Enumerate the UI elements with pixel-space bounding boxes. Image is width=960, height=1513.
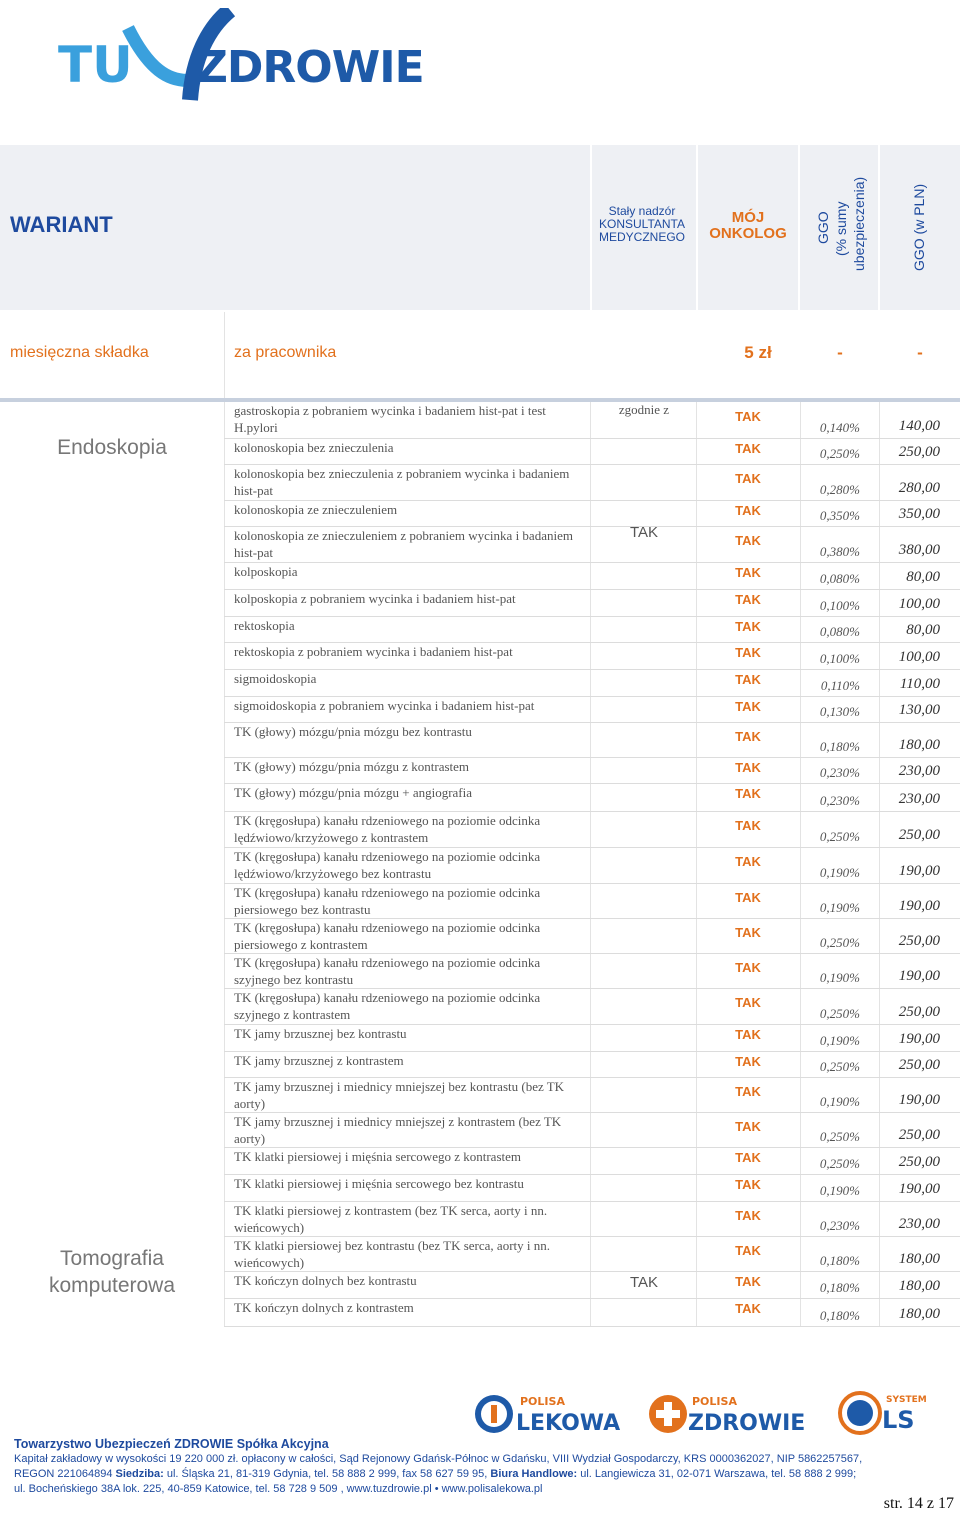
procedure-name: TK kończyn dolnych bez kontrastu xyxy=(234,1273,417,1288)
svg-text:POLISA: POLISA xyxy=(692,1395,737,1408)
procedure-name: TK jamy brzusznej bez kontrastu xyxy=(234,1026,407,1041)
procedure-name: TK klatki piersiowej i mięśnia sercowego z kontrastem xyxy=(234,1149,522,1164)
coverage-tak: TAK xyxy=(735,619,761,634)
ggo-percent: 0,350% xyxy=(819,508,860,523)
ggo-percent: 0,230% xyxy=(819,765,860,780)
ggo-pln: 190,00 xyxy=(898,863,940,879)
ggo-pln: 250,00 xyxy=(898,1154,940,1170)
table-row xyxy=(224,402,960,439)
ggo-pln: 280,00 xyxy=(898,480,940,496)
table-row xyxy=(224,758,960,784)
coverage-tak: TAK xyxy=(735,1084,761,1099)
premium-label: miesięczna składka xyxy=(10,344,149,361)
polisa-lekowa-logo xyxy=(474,1392,634,1440)
coverage-tak: TAK xyxy=(735,818,761,833)
ggo-percent: 0,110% xyxy=(820,678,860,693)
ggo-pln: 230,00 xyxy=(898,1216,940,1232)
ggo-pln: 100,00 xyxy=(898,596,940,612)
coverage-tak: TAK xyxy=(735,1243,761,1258)
svg-text:SYSTEM: SYSTEM xyxy=(886,1395,927,1405)
ggo-pln: 190,00 xyxy=(898,1181,940,1197)
coverage-tak: TAK xyxy=(735,995,761,1010)
ggo-percent: 0,180% xyxy=(819,739,860,754)
ggo-percent: 0,190% xyxy=(819,970,860,985)
ggo-percent: 0,250% xyxy=(819,1156,860,1171)
ggo-pln: 130,00 xyxy=(898,702,940,718)
table-row xyxy=(224,989,960,1025)
table-row xyxy=(224,1299,960,1327)
procedure-name: TK (kręgosłupa) kanału rdzeniowego na poziomie odcinka lędźwiowo/krzyżowego bez kontrastu xyxy=(234,849,541,881)
moj-onkolog-header: MÓJ ONKOLOG xyxy=(709,209,787,242)
premium-amount: 5 zł xyxy=(744,343,772,362)
table-row xyxy=(224,697,960,723)
ggo-percent: 0,190% xyxy=(819,900,860,915)
ggo-percent: 0,190% xyxy=(819,1033,860,1048)
premium-dash-2: - xyxy=(917,343,923,362)
table-row xyxy=(224,1237,960,1272)
procedure-name: kolonoskopia bez znieczulenia xyxy=(234,440,394,455)
ggo-percent: 0,250% xyxy=(819,1006,860,1021)
coverage-tak: TAK xyxy=(735,960,761,975)
ggo-percent: 0,250% xyxy=(819,446,860,461)
footer-company: Towarzystwo Ubezpieczeń ZDROWIE Spółka Akcyjna xyxy=(14,1437,329,1451)
table-row xyxy=(224,1202,960,1237)
svg-text:POLISA: POLISA xyxy=(520,1395,565,1408)
procedure-name: TK (kręgosłupa) kanału rdzeniowego na poziomie odcinka lędźwiowo/krzyżowego z kontrastem xyxy=(234,813,541,845)
tu-zdrowie-logo xyxy=(58,8,448,108)
table-row xyxy=(224,643,960,670)
ggo-pln: 100,00 xyxy=(898,649,940,665)
svg-text:ZDROWIE: ZDROWIE xyxy=(688,1411,806,1436)
table-row xyxy=(224,919,960,954)
ggo-percent: 0,280% xyxy=(819,482,860,497)
coverage-tak: TAK xyxy=(735,786,761,801)
table-row xyxy=(224,954,960,989)
ggo-pln: 190,00 xyxy=(898,1092,940,1108)
coverage-tak: TAK xyxy=(735,729,761,744)
category-tomografia: Tomografia komputerowa xyxy=(48,1247,176,1297)
footer-text: Kapitał zakładowy w wysokości 19 220 000 zł. opłacony w całości, Sąd Rejonowy Gdańsk-Północ w Gdańsku, VIII Wydział Gospodarczy, KRS 0000362027, NIP 5862257567, REGON 221064894 Siedziba: ul. Śląska 21, 81-319 Gdynia, tel. 58 888 2 999, fax 58 627 59 95, Biura Handlowe: ul. Langiewicza 31, 02-071 Warszawa, tel. 58 888 2 999; ul. Bocheńskiego 38A lok. 225, 40-859 Katowice, tel. 58 728 9 509 , www.tuzdrowie.pl • www.polisalekowa.pl xyxy=(14,1453,863,1495)
ggo-pln: 180,00 xyxy=(898,1306,940,1322)
ggo-pln: 140,00 xyxy=(898,418,940,434)
coverage-tak: TAK xyxy=(735,925,761,940)
wariant-label: WARIANT xyxy=(10,212,113,237)
ggo-pln: 180,00 xyxy=(898,1251,940,1267)
ggo-percent: 0,230% xyxy=(819,793,860,808)
procedure-name: sigmoidoskopia xyxy=(234,671,317,686)
ggo-percent: 0,190% xyxy=(819,865,860,880)
coverage-tak: TAK xyxy=(735,565,761,580)
coverage-tak: TAK xyxy=(735,1177,761,1192)
category-endoskopia: Endoskopia xyxy=(57,436,167,459)
table-row xyxy=(224,670,960,697)
table-row xyxy=(224,848,960,884)
ggo-pln: 110,00 xyxy=(899,676,940,692)
ggo-pln: 230,00 xyxy=(898,763,940,779)
table-row xyxy=(224,617,960,643)
ggo-percent: 0,190% xyxy=(819,1094,860,1109)
ggo-percent: 0,250% xyxy=(819,829,860,844)
table-row xyxy=(224,527,960,563)
coverage-tak: TAK xyxy=(735,533,761,548)
svg-text:LEKOWA: LEKOWA xyxy=(516,1411,621,1436)
premium-payer: za pracownika xyxy=(234,344,337,361)
procedure-name: TK jamy brzusznej i miednicy mniejszej z kontrastem (bez TK aorty) xyxy=(234,1114,562,1146)
ggo-percent-header-1: GGO xyxy=(815,211,831,244)
procedure-name: gastroskopia z pobraniem wycinka i badaniem hist-pat i test H.pylori xyxy=(234,403,546,435)
ggo-percent: 0,080% xyxy=(819,624,860,639)
procedure-name: rektoskopia z pobraniem wycinka i badaniem hist-pat xyxy=(234,644,513,659)
ggo-pln: 380,00 xyxy=(898,542,940,558)
ggo-percent: 0,190% xyxy=(819,1183,860,1198)
ggo-pln: 250,00 xyxy=(898,1127,940,1143)
coverage-tak: TAK xyxy=(735,760,761,775)
coverage-tak: TAK xyxy=(735,592,761,607)
coverage-tak: TAK xyxy=(735,471,761,486)
ggo-percent: 0,080% xyxy=(819,571,860,586)
system-ls-logo xyxy=(838,1390,928,1440)
coverage-tak: TAK xyxy=(735,441,761,456)
table-row xyxy=(224,1272,960,1299)
ggo-percent: 0,250% xyxy=(819,1129,860,1144)
ggo-pln-header: GGO (w PLN) xyxy=(911,183,927,271)
ggo-percent: 0,180% xyxy=(819,1253,860,1268)
procedure-name: TK klatki piersiowej i mięśnia sercowego bez kontrastu xyxy=(234,1176,524,1191)
procedure-name: TK (kręgosłupa) kanału rdzeniowego na poziomie odcinka piersiowego z kontrastem xyxy=(234,920,541,952)
coverage-tak: TAK xyxy=(735,890,761,905)
coverage-tak: TAK xyxy=(735,409,761,424)
coverage-tak: TAK xyxy=(735,699,761,714)
coverage-tak: TAK xyxy=(735,1208,761,1223)
ggo-pln: 80,00 xyxy=(906,569,940,585)
endoskopia-zgodnie-z: zgodnie z xyxy=(618,402,670,417)
ggo-pln: 250,00 xyxy=(898,933,940,949)
procedure-name: TK jamy brzusznej z kontrastem xyxy=(234,1053,404,1068)
coverage-tak: TAK xyxy=(735,1054,761,1069)
ggo-percent: 0,250% xyxy=(819,935,860,950)
table-row xyxy=(224,723,960,758)
coverage-tak: TAK xyxy=(735,1119,761,1134)
table-row xyxy=(224,590,960,617)
table-row xyxy=(224,439,960,465)
ggo-pln: 180,00 xyxy=(898,737,940,753)
tomografia-tak: TAK xyxy=(629,1274,659,1291)
table-row xyxy=(224,1052,960,1078)
ggo-percent: 0,380% xyxy=(819,544,860,559)
ggo-pln: 190,00 xyxy=(898,898,940,914)
table-row xyxy=(224,1113,960,1148)
ggo-pln: 250,00 xyxy=(898,1057,940,1073)
ggo-percent-header-2: (% sumy xyxy=(833,201,849,256)
ggo-pln: 230,00 xyxy=(898,791,940,807)
coverage-tak: TAK xyxy=(735,1150,761,1165)
staly-nadzor-header: Stały nadzór KONSULTANTA MEDYCZNEGO xyxy=(598,204,685,244)
table-row xyxy=(224,1148,960,1175)
page-number: str. 14 z 17 xyxy=(883,1495,954,1512)
ggo-percent: 0,140% xyxy=(819,420,860,435)
premium-dash-1: - xyxy=(837,343,843,362)
procedure-name: TK (kręgosłupa) kanału rdzeniowego na poziomie odcinka piersiowego bez kontrastu xyxy=(234,885,541,917)
ggo-pln: 190,00 xyxy=(898,968,940,984)
table-row xyxy=(224,501,960,527)
procedure-name: kolposkopia z pobraniem wycinka i badaniem hist-pat xyxy=(234,591,516,606)
ggo-percent: 0,180% xyxy=(819,1280,860,1295)
table-row xyxy=(224,784,960,812)
ggo-pln: 180,00 xyxy=(898,1278,940,1294)
ggo-pln: 350,00 xyxy=(898,506,940,522)
coverage-tak: TAK xyxy=(735,1027,761,1042)
table-row xyxy=(224,812,960,848)
ggo-percent: 0,180% xyxy=(819,1308,860,1323)
ggo-pln: 190,00 xyxy=(898,1031,940,1047)
ggo-percent: 0,100% xyxy=(819,651,860,666)
endoskopia-tak: TAK xyxy=(629,524,659,541)
svg-text:LS: LS xyxy=(882,1406,915,1434)
table-row xyxy=(224,1078,960,1113)
table-row xyxy=(224,1025,960,1052)
procedure-name: sigmoidoskopia z pobraniem wycinka i badaniem hist-pat xyxy=(234,698,535,713)
table-row xyxy=(224,465,960,501)
procedure-name: TK (głowy) mózgu/pnia mózgu + angiografia xyxy=(234,785,473,800)
procedure-name: TK jamy brzusznej i miednicy mniejszej bez kontrastu (bez TK aorty) xyxy=(234,1079,565,1111)
logo-text-zdrowie: ZDROWIE xyxy=(196,42,424,93)
ggo-pln: 80,00 xyxy=(906,622,940,638)
procedure-name: kolonoskopia bez znieczulenia z pobraniem wycinka i badaniem hist-pat xyxy=(234,466,570,498)
polisa-zdrowie-logo xyxy=(648,1392,818,1440)
procedure-name: TK (głowy) mózgu/pnia mózgu bez kontrastu xyxy=(234,724,472,739)
procedure-name: TK (kręgosłupa) kanału rdzeniowego na poziomie odcinka szyjnego bez kontrastu xyxy=(234,955,541,987)
procedure-name: TK (kręgosłupa) kanału rdzeniowego na poziomie odcinka szyjnego z kontrastem xyxy=(234,990,541,1022)
procedure-name: TK (głowy) mózgu/pnia mózgu z kontrastem xyxy=(234,759,470,774)
table-row xyxy=(224,884,960,919)
coverage-tak: TAK xyxy=(735,503,761,518)
coverage-tak: TAK xyxy=(735,645,761,660)
coverage-tak: TAK xyxy=(735,1274,761,1289)
procedure-name: kolonoskopia ze znieczuleniem xyxy=(234,502,398,517)
table-row xyxy=(224,1175,960,1202)
table-row xyxy=(224,563,960,590)
procedure-name: TK kończyn dolnych z kontrastem xyxy=(234,1300,414,1315)
procedure-name: kolonoskopia ze znieczuleniem z pobraniem wycinka i badaniem hist-pat xyxy=(234,528,573,560)
ggo-pln: 250,00 xyxy=(898,1004,940,1020)
ggo-percent-header-3: ubezpieczenia) xyxy=(851,176,867,271)
ggo-percent: 0,100% xyxy=(819,598,860,613)
coverage-tak: TAK xyxy=(735,854,761,869)
procedure-name: kolposkopia xyxy=(234,564,298,579)
coverage-tak: TAK xyxy=(735,1301,761,1316)
ggo-percent: 0,230% xyxy=(819,1218,860,1233)
procedure-name: TK klatki piersiowej bez kontrastu (bez TK serca, aorty i nn. wieńcowych) xyxy=(234,1238,550,1270)
procedure-name: TK klatki piersiowej z kontrastem (bez TK serca, aorty i nn. wieńcowych) xyxy=(234,1203,548,1235)
coverage-tak: TAK xyxy=(735,672,761,687)
ggo-percent: 0,130% xyxy=(819,704,860,719)
ggo-pln: 250,00 xyxy=(898,827,940,843)
ggo-percent: 0,250% xyxy=(819,1059,860,1074)
logo-text-tu: TU xyxy=(58,36,133,94)
procedure-name: rektoskopia xyxy=(234,618,295,633)
ggo-pln: 250,00 xyxy=(898,444,940,460)
